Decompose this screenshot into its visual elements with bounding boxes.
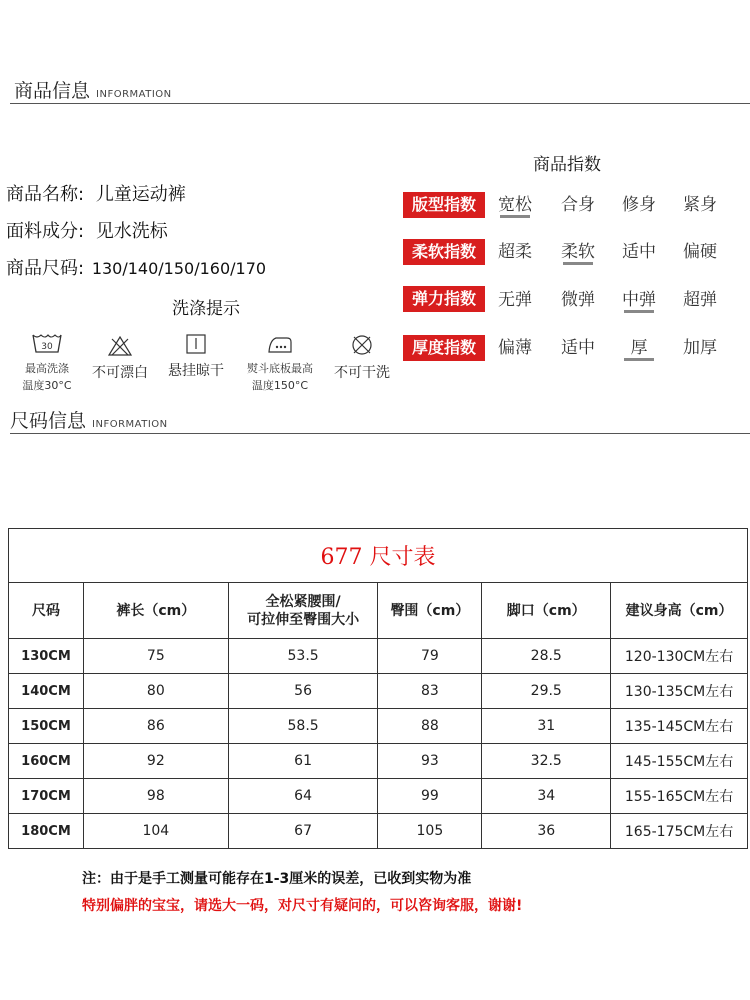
table-cell: 32.5 (482, 744, 611, 779)
fabric-row (6, 217, 168, 243)
table-cell: 75 (83, 639, 228, 674)
note-measurement: 注：由于是手工测量可能存在1-3厘米的误差，已收到实物为准 (82, 871, 472, 887)
fabric-value: 见水洗标 (95, 221, 168, 242)
index-selected-bar (563, 262, 593, 265)
table-cell: 86 (83, 709, 228, 744)
wash-30-icon (32, 332, 62, 354)
table-cell: 56 (228, 674, 378, 709)
index-label: 版型指数 (403, 192, 485, 218)
index-option: 紧身 (683, 195, 717, 215)
index-option: 适中 (622, 242, 656, 262)
table-cell: 160CM (9, 744, 84, 779)
table-cell: 61 (228, 744, 378, 779)
size-info-title: 尺码信息 (10, 410, 87, 432)
table-cell: 64 (228, 779, 378, 814)
wash-item-30 (16, 332, 78, 394)
table-row (9, 779, 748, 814)
index-option: 超柔 (498, 242, 532, 262)
index-option: 微弹 (561, 290, 595, 310)
table-cell: 130CM (9, 639, 84, 674)
table-cell: 105 (378, 814, 482, 849)
index-selected-bar (624, 310, 654, 313)
index-label: 厚度指数 (403, 335, 485, 361)
table-cell: 28.5 (482, 639, 611, 674)
table-cell: 93 (378, 744, 482, 779)
product-name-row (6, 180, 186, 206)
wash-title: 洗涤提示 (172, 299, 240, 319)
size-label: 商品尺码: (6, 258, 85, 279)
table-cell: 180CM (9, 814, 84, 849)
size-table (8, 528, 748, 849)
index-option: 合身 (561, 195, 595, 215)
table-cell: 155-165CM左右 (611, 779, 748, 814)
index-option: 无弹 (498, 290, 532, 310)
table-cell: 170CM (9, 779, 84, 814)
wash-item-iron (238, 336, 322, 394)
index-selected-bar (500, 215, 530, 218)
wash-item-line1: 最高洗涤 (25, 362, 69, 375)
table-cell: 120-130CM左右 (611, 639, 748, 674)
product-info-title-en: INFORMATION (96, 89, 172, 100)
table-cell: 99 (378, 779, 482, 814)
table-cell: 98 (83, 779, 228, 814)
index-title: 商品指数 (533, 155, 601, 175)
wash-item-line2: 温度150°C (251, 379, 309, 392)
wash-item-label: 不可干洗 (334, 365, 390, 381)
size-info-heading (10, 406, 168, 433)
table-header: 臀围（cm） (378, 583, 482, 639)
index-option: 中弹 (622, 290, 656, 310)
index-option: 宽松 (498, 195, 532, 215)
table-cell: 135-145CM左右 (611, 709, 748, 744)
wash-item-label: 不可漂白 (92, 365, 148, 381)
table-row (9, 744, 748, 779)
table-row (9, 639, 748, 674)
no-dry-clean-icon (351, 334, 373, 356)
index-option: 柔软 (561, 242, 595, 262)
table-cell: 53.5 (228, 639, 378, 674)
wash-item-line1: 熨斗底板最高 (247, 362, 313, 375)
table-cell: 92 (83, 744, 228, 779)
product-info-heading (14, 76, 172, 103)
index-label: 柔软指数 (403, 239, 485, 265)
index-option: 适中 (561, 338, 595, 358)
index-label: 弹力指数 (403, 286, 485, 312)
size-table-caption: 677 尺寸表 (9, 529, 748, 583)
index-option: 修身 (622, 195, 656, 215)
table-cell: 165-175CM左右 (611, 814, 748, 849)
table-cell: 79 (378, 639, 482, 674)
table-cell: 130-135CM左右 (611, 674, 748, 709)
table-cell: 67 (228, 814, 378, 849)
divider (10, 433, 750, 434)
table-row (9, 674, 748, 709)
wash-item-line2: 温度30°C (22, 379, 72, 392)
index-option: 厚 (630, 338, 648, 358)
table-header: 尺码 (9, 583, 84, 639)
table-cell: 36 (482, 814, 611, 849)
size-value: 130/140/150/160/170 (91, 259, 267, 278)
index-option: 偏薄 (498, 338, 532, 358)
wash-item-label: 悬挂晾干 (168, 363, 224, 379)
table-row (9, 814, 748, 849)
index-option: 加厚 (683, 338, 717, 358)
table-header: 脚口（cm） (482, 583, 611, 639)
table-cell: 104 (83, 814, 228, 849)
product-name-label: 商品名称: (6, 184, 85, 205)
size-info-title-en: INFORMATION (92, 419, 168, 430)
table-cell: 83 (378, 674, 482, 709)
table-header: 全松紧腰围/ 可拉伸至臀围大小 (228, 583, 378, 639)
index-option: 偏硬 (683, 242, 717, 262)
wash-icon-text: 30 (41, 342, 53, 352)
iron-icon (267, 336, 293, 354)
table-cell: 31 (482, 709, 611, 744)
table-cell: 58.5 (228, 709, 378, 744)
size-table-header-row (9, 583, 748, 639)
wash-item-no-dry-clean (326, 334, 398, 382)
table-cell: 80 (83, 674, 228, 709)
table-cell: 88 (378, 709, 482, 744)
table-cell: 150CM (9, 709, 84, 744)
wash-item-no-bleach (84, 336, 156, 382)
table-cell: 140CM (9, 674, 84, 709)
wash-item-hang-dry (160, 334, 232, 380)
note-size-advice: 特别偏胖的宝宝，请选大一码，对尺寸有疑问的，可以咨询客服，谢谢! (82, 898, 523, 914)
table-row (9, 709, 748, 744)
fabric-label: 面料成分: (6, 221, 85, 242)
table-cell: 34 (482, 779, 611, 814)
hang-dry-icon (186, 334, 206, 354)
table-header: 建议身高（cm） (611, 583, 748, 639)
size-row (6, 254, 266, 280)
table-cell: 145-155CM左右 (611, 744, 748, 779)
product-info-title: 商品信息 (14, 80, 91, 102)
no-bleach-icon (108, 336, 132, 356)
table-cell: 29.5 (482, 674, 611, 709)
divider (10, 103, 750, 104)
table-header: 裤长（cm） (83, 583, 228, 639)
index-option: 超弹 (683, 290, 717, 310)
index-selected-bar (624, 358, 654, 361)
size-table-caption-row (9, 529, 748, 583)
product-name-value: 儿童运动裤 (95, 184, 186, 205)
